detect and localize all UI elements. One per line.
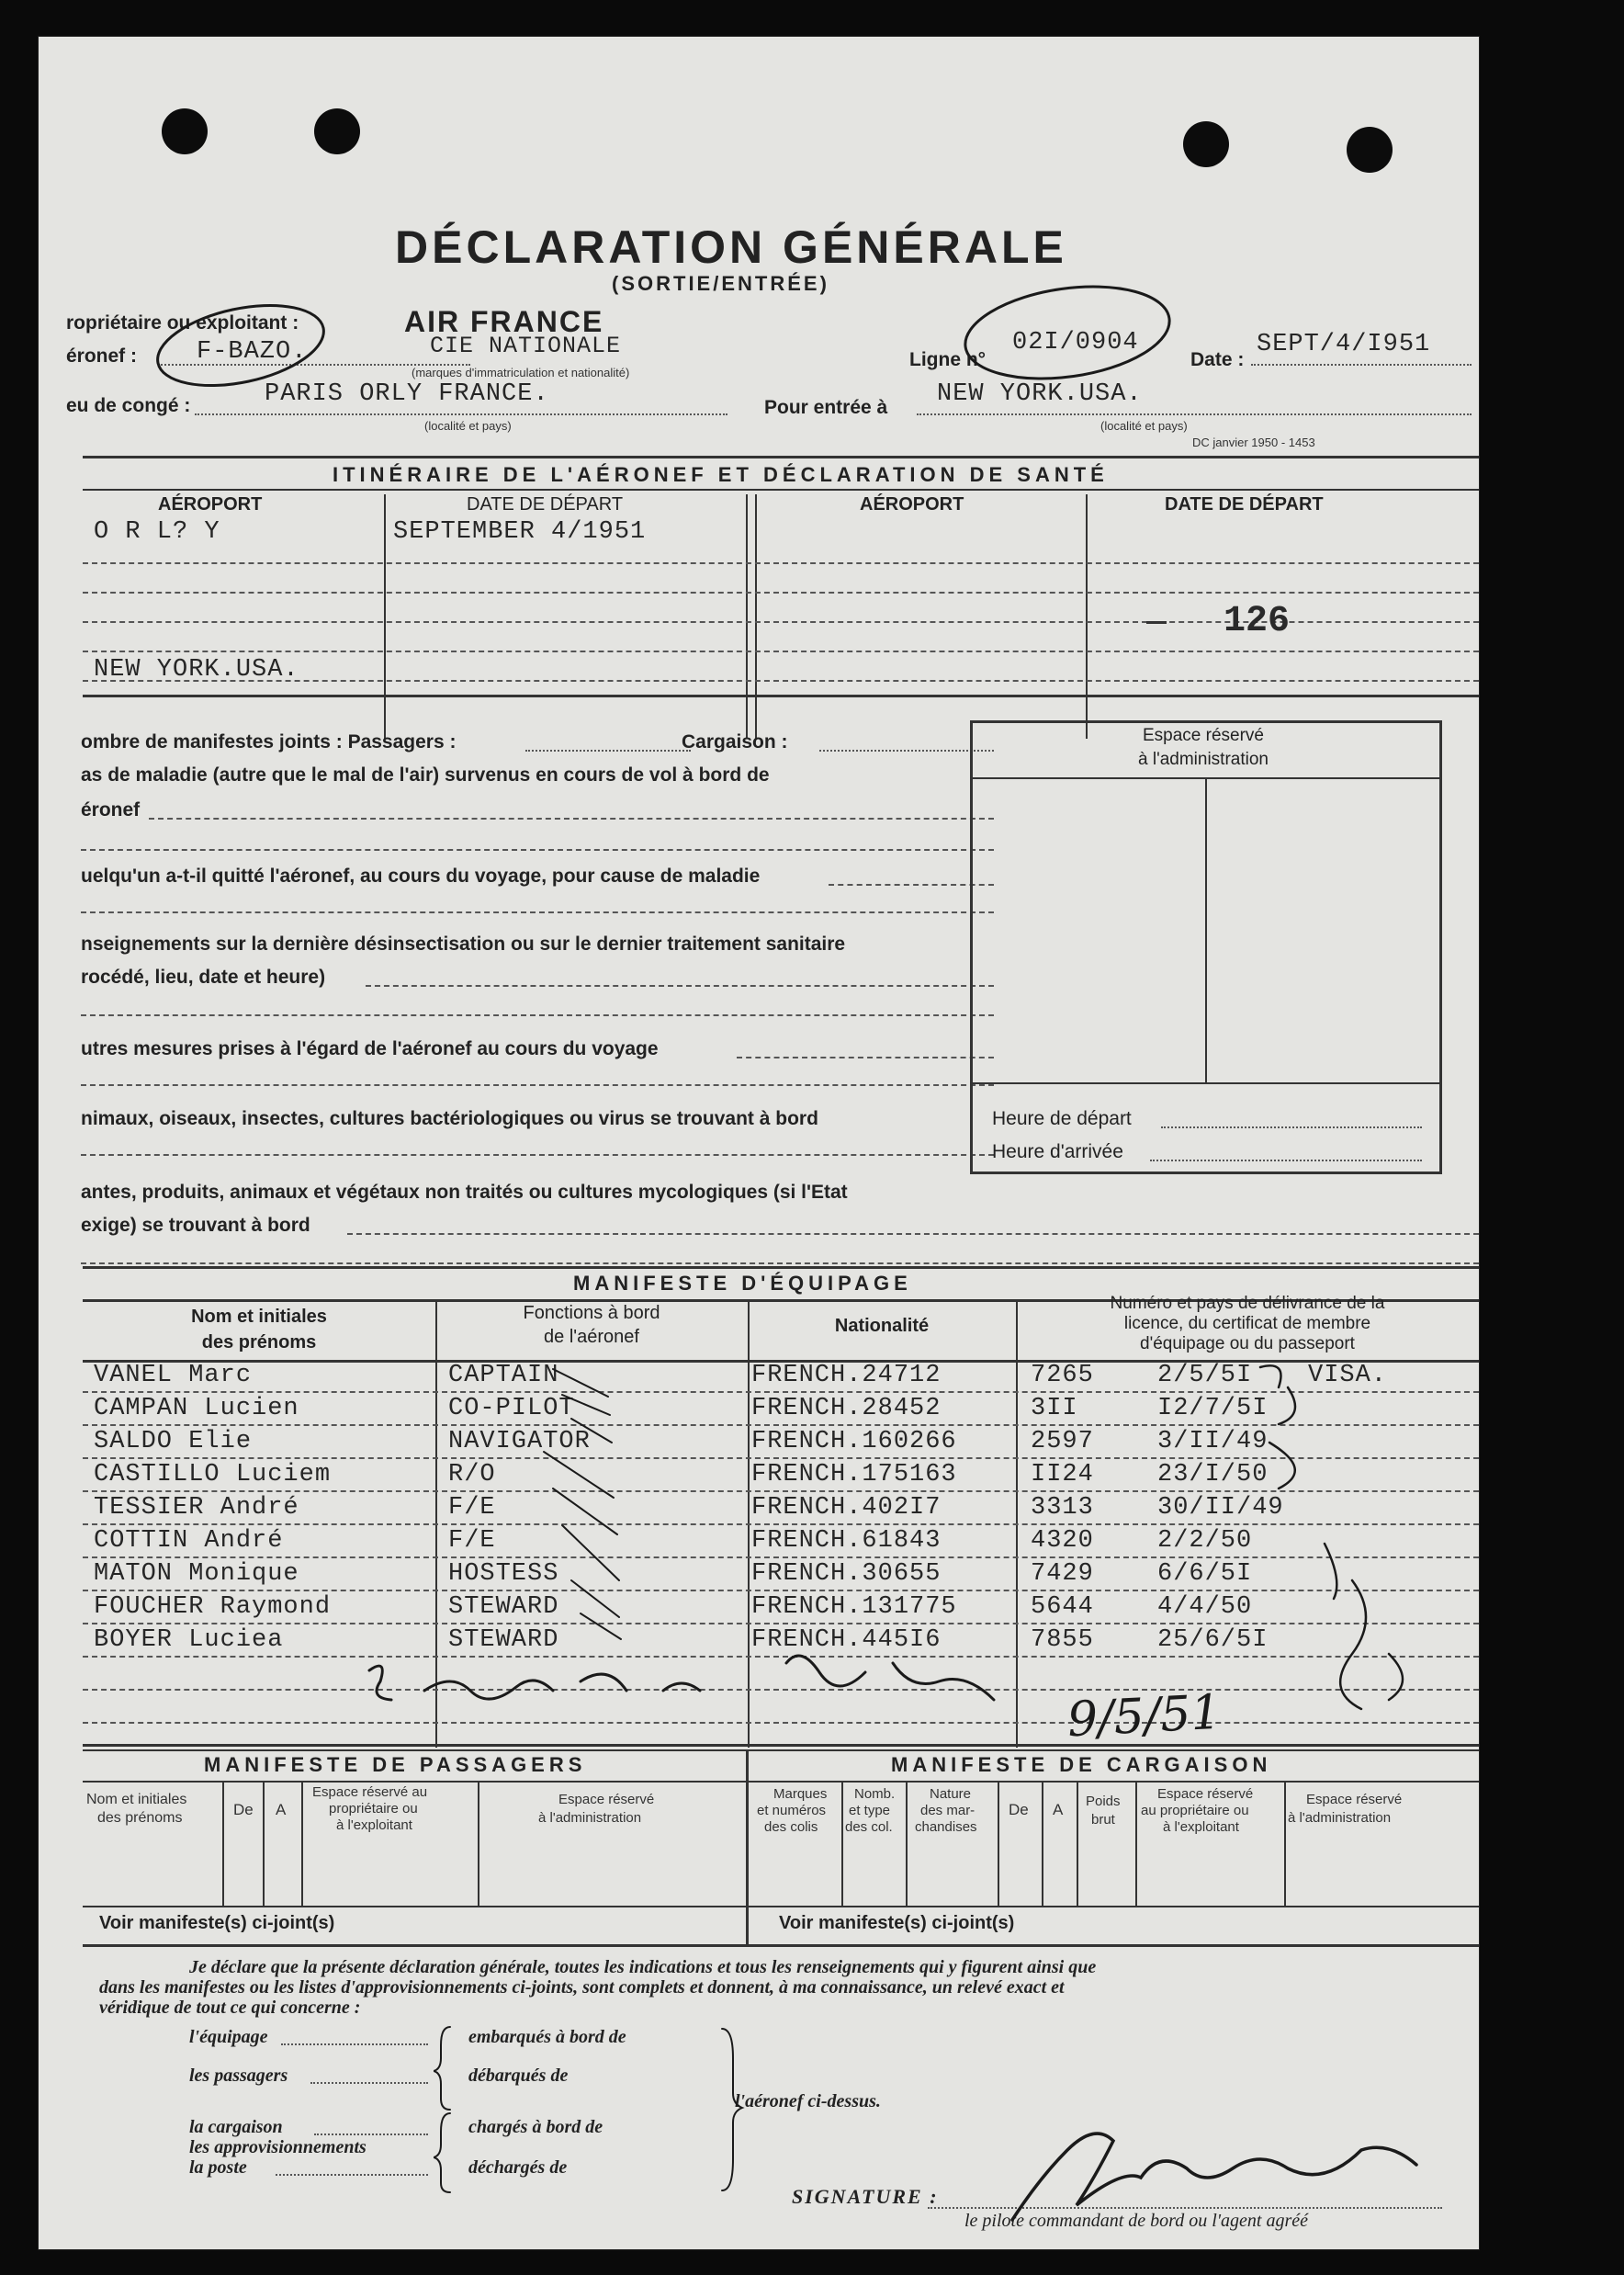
crew-nationality: FRENCH.61843 — [751, 1527, 942, 1555]
locality-note-right: (localité et pays) — [1100, 419, 1188, 433]
admin-box-title-1: Espace réservé — [1142, 726, 1264, 745]
cargo-count-label: Cargaison : — [682, 731, 788, 753]
itinerary-col-airport: AÉROPORT — [158, 494, 263, 515]
crew-licence-date: 4/4/50 — [1157, 1593, 1253, 1621]
entry-value: NEW YORK.USA. — [937, 380, 1143, 408]
crew-licence-number: II24 — [1031, 1461, 1094, 1488]
signature-label: SIGNATURE : — [792, 2185, 939, 2208]
crew-col-func-2: de l'aéronef — [544, 1327, 639, 1347]
declaration-unloaded: déchargés de — [468, 2157, 568, 2178]
crew-function: STEWARD — [448, 1593, 559, 1621]
arrival-time-label: Heure d'arrivée — [992, 1141, 1123, 1162]
locality-note-left: (localité et pays) — [424, 419, 512, 433]
question-illness: as de maladie (autre que le mal de l'air) survenus en cours de vol à bord de — [81, 764, 770, 786]
crew-function: NAVIGATOR — [448, 1428, 591, 1455]
crew-licence-date: 3/II/49 — [1157, 1428, 1269, 1455]
cargo-col-nature-2: des mar- — [920, 1803, 976, 1818]
crew-nationality: FRENCH.160266 — [751, 1428, 957, 1455]
passengers-title: MANIFESTE DE PASSAGERS — [204, 1753, 587, 1776]
question-disinsection: nseignements sur la dernière désinsectisation ou sur le dernier traitement sanitaire — [81, 934, 846, 955]
crew-licence-number: 7265 — [1031, 1362, 1094, 1389]
nationality-scrawl — [786, 1656, 994, 1700]
declaration-line-2: dans les manifestes ou les listes d'approvisionnements ci-joints, sont complets et donnent, à ma connaissance, un relevé exact et — [99, 1977, 1065, 1998]
crew-nationality: FRENCH.175163 — [751, 1461, 957, 1488]
crew-nationality: FRENCH.131775 — [751, 1593, 957, 1621]
crew-nationality: FRENCH.28452 — [751, 1395, 942, 1422]
crew-name: VANEL Marc — [94, 1362, 253, 1389]
itinerary-col-date: DATE DE DÉPART — [467, 494, 624, 515]
declaration-supplies: les approvisionnements — [189, 2137, 367, 2157]
cargo-col-weight-2: brut — [1091, 1812, 1115, 1828]
form-subtitle: (SORTIE/ENTRÉE) — [612, 272, 829, 295]
cargo-col-from: De — [1009, 1801, 1029, 1818]
crew-licence-number: 3313 — [1031, 1494, 1094, 1522]
signature-caption: le pilote commandant de bord ou l'agent agréé — [964, 2211, 1309, 2231]
cargo-col-owner-3: à l'exploitant — [1163, 1819, 1239, 1835]
pax-col-owner-2: propriétaire ou — [329, 1801, 418, 1817]
declaration-passengers: les passagers — [189, 2066, 288, 2086]
crew-name: SALDO Elie — [94, 1428, 253, 1455]
declaration-crew: l'équipage — [189, 2027, 268, 2047]
crew-licence-date: 25/6/5I — [1157, 1626, 1269, 1654]
pax-col-admin-1: Espace réservé — [558, 1792, 655, 1807]
itinerary-col-airport-2: AÉROPORT — [860, 494, 964, 515]
declaration-line-3: véridique de tout ce qui concerne : — [99, 1998, 361, 2018]
cargo-col-nature-3: chandises — [915, 1819, 977, 1835]
pax-col-to: A — [276, 1801, 287, 1818]
circle-mark — [151, 292, 332, 400]
aircraft-label: éronef : — [66, 345, 138, 367]
pax-col-name-2: des prénoms — [97, 1810, 183, 1826]
date-label: Date : — [1190, 349, 1245, 370]
crew-col-lic-3: d'équipage ou du passeport — [1140, 1334, 1355, 1353]
question-plants-2: exige) se trouvant à bord — [81, 1215, 310, 1236]
crew-licence-number: 4320 — [1031, 1527, 1094, 1555]
declaration-disembarked: débarqués de — [468, 2066, 569, 2086]
crew-col-name-1: Nom et initiales — [191, 1307, 327, 1327]
tick-marks — [544, 1369, 621, 1639]
crew-licence-date: 2/2/50 — [1157, 1527, 1253, 1555]
question-left-aircraft: uelqu'un a-t-il quitté l'aéronef, au cours du voyage, pour cause de maladie — [81, 866, 761, 887]
pax-col-owner-1: Espace réservé au — [312, 1784, 428, 1800]
crew-col-lic-2: licence, du certificat de membre — [1123, 1314, 1371, 1333]
crew-extra: VISA. — [1308, 1362, 1388, 1389]
cargo-col-admin-1: Espace réservé — [1306, 1792, 1403, 1807]
signature-scrawl — [1012, 2134, 1416, 2220]
crew-function: F/E — [448, 1527, 496, 1555]
entry-label: Pour entrée à — [764, 397, 888, 418]
crew-name: COTTIN André — [94, 1527, 284, 1555]
itinerary-row1-date: SEPTEMBER 4/1951 — [393, 518, 647, 546]
crew-name: FOUCHER Raymond — [94, 1593, 332, 1621]
cargo-col-marks-2: et numéros — [757, 1803, 827, 1818]
crew-function: CAPTAIN — [448, 1362, 559, 1389]
crew-nationality: FRENCH.24712 — [751, 1362, 942, 1389]
crew-function: STEWARD — [448, 1626, 559, 1654]
crew-licence-date: 23/I/50 — [1157, 1461, 1269, 1488]
pax-col-name-1: Nom et initiales — [86, 1792, 187, 1807]
cargo-col-weight-1: Poids — [1086, 1794, 1121, 1809]
cargo-col-marks-1: Marques — [773, 1786, 828, 1802]
departure-value: PARIS ORLY FRANCE. — [265, 380, 549, 408]
declaration-embarked: embarqués à bord de — [468, 2027, 626, 2047]
itinerary-col-date-2: DATE DE DÉPART — [1165, 494, 1324, 515]
crew-licence-date: 2/5/5I — [1157, 1362, 1253, 1389]
crew-licence-date: I2/7/5I — [1157, 1395, 1269, 1422]
crew-col-lic-1: Numéro et pays de délivrance de la — [1110, 1294, 1385, 1313]
cargo-col-count-1: Nomb. — [854, 1786, 896, 1802]
pax-col-from: De — [233, 1801, 254, 1818]
declaration-loaded: chargés à bord de — [468, 2117, 603, 2137]
admin-box-title-2: à l'administration — [1138, 750, 1269, 769]
crew-col-func-1: Fonctions à bord — [523, 1303, 660, 1323]
cargo-col-count-3: des col. — [845, 1819, 893, 1835]
question-illness-2: éronef — [81, 799, 141, 821]
crew-total-scrawl — [369, 1666, 700, 1700]
margin-scribble — [1260, 1365, 1403, 1709]
crew-licence-number: 7855 — [1031, 1626, 1094, 1654]
question-disinsection-2: rocédé, lieu, date et heure) — [81, 967, 326, 988]
form-title: DÉCLARATION GÉNÉRALE — [395, 221, 1067, 273]
itinerary-last-airport: NEW YORK.USA. — [94, 656, 299, 684]
cargo-col-owner-1: Espace réservé — [1157, 1786, 1254, 1802]
declaration-mail: la poste — [189, 2157, 247, 2178]
itinerary-row1-airport: O R L? Y — [94, 518, 220, 546]
cargo-col-to: A — [1053, 1801, 1064, 1818]
crew-function: HOSTESS — [448, 1560, 559, 1588]
crew-title: MANIFESTE D'ÉQUIPAGE — [573, 1272, 912, 1295]
cargo-see-manifest: Voir manifeste(s) ci-joint(s) — [779, 1913, 1015, 1933]
crew-licence-number: 3II — [1031, 1395, 1078, 1422]
crew-licence-date: 6/6/5I — [1157, 1560, 1253, 1588]
declaration-cargo: la cargaison — [189, 2117, 283, 2137]
stamp-number: 126 — [1224, 601, 1291, 642]
date-value: SEPT/4/I951 — [1257, 331, 1431, 358]
handwriting-overlay — [39, 37, 1479, 2249]
departure-time-label: Heure de départ — [992, 1108, 1132, 1129]
cargo-title: MANIFESTE DE CARGAISON — [891, 1753, 1272, 1776]
cargo-col-marks-3: des colis — [764, 1819, 818, 1835]
aircraft-value: F-BAZO. — [197, 338, 308, 366]
line-label: Ligne n° — [909, 349, 987, 370]
crew-function: CO-PILOT — [448, 1395, 575, 1422]
crew-name: TESSIER André — [94, 1494, 299, 1522]
declaration-form — [39, 37, 1479, 2249]
pax-col-owner-3: à l'exploitant — [336, 1817, 412, 1833]
question-animals: nimaux, oiseaux, insectes, cultures bactériologiques ou virus se trouvant à bord — [81, 1108, 818, 1129]
cargo-col-owner-2: au propriétaire ou — [1141, 1803, 1249, 1818]
marks-note: (marques d'immatriculation et nationalité) — [412, 366, 630, 379]
departure-label: eu de congé : — [66, 395, 191, 416]
question-plants: antes, produits, animaux et végétaux non traités ou cultures mycologiques (si l'Etat — [81, 1182, 848, 1203]
question-other-measures: utres mesures prises à l'égard de l'aéronef au cours du voyage — [81, 1038, 659, 1059]
crew-licence-date: 30/II/49 — [1157, 1494, 1284, 1522]
crew-licence-number: 5644 — [1031, 1593, 1094, 1621]
owner-value: AIR FRANCE — [404, 305, 604, 338]
declaration-line-1: Je déclare que la présente déclaration générale, toutes les indications et tous les renseignements qui y figurent ainsi que — [189, 1957, 1097, 1977]
crew-name: MATON Monique — [94, 1560, 299, 1588]
crew-nationality: FRENCH.445I6 — [751, 1626, 942, 1654]
crew-function: F/E — [448, 1494, 496, 1522]
owner-label: ropriétaire ou exploitant : — [66, 312, 299, 334]
form-code: DC janvier 1950 - 1453 — [1192, 436, 1315, 449]
crew-name: BOYER Luciea — [94, 1626, 284, 1654]
manifests-label: ombre de manifestes joints : Passagers : — [81, 731, 457, 753]
cargo-col-count-2: et type — [849, 1803, 891, 1818]
declaration-aircraft: l'aéronef ci-dessus. — [735, 2091, 881, 2111]
cargo-col-admin-2: à l'administration — [1288, 1810, 1392, 1826]
pax-col-admin-2: à l'administration — [538, 1810, 642, 1826]
line-value: 02I/0904 — [1012, 329, 1139, 357]
cargo-col-nature-1: Nature — [930, 1786, 972, 1802]
crew-licence-number: 7429 — [1031, 1560, 1094, 1588]
handwritten-date: 9/5/51 — [1066, 1684, 1223, 1749]
owner-value-2: CIE NATIONALE — [430, 333, 622, 359]
circle-mark — [959, 275, 1175, 390]
crew-col-name-2: des prénoms — [201, 1332, 317, 1353]
itinerary-title: ITINÉRAIRE DE L'AÉRONEF ET DÉCLARATION DE SANTÉ — [333, 463, 1109, 486]
crew-col-nat: Nationalité — [834, 1316, 930, 1336]
crew-function: R/O — [448, 1461, 496, 1488]
pax-see-manifest: Voir manifeste(s) ci-joint(s) — [99, 1913, 335, 1933]
crew-nationality: FRENCH.30655 — [751, 1560, 942, 1588]
crew-name: CAMPAN Lucien — [94, 1395, 299, 1422]
crew-licence-number: 2597 — [1031, 1428, 1094, 1455]
crew-name: CASTILLO Luciem — [94, 1461, 332, 1488]
crew-nationality: FRENCH.402I7 — [751, 1494, 942, 1522]
